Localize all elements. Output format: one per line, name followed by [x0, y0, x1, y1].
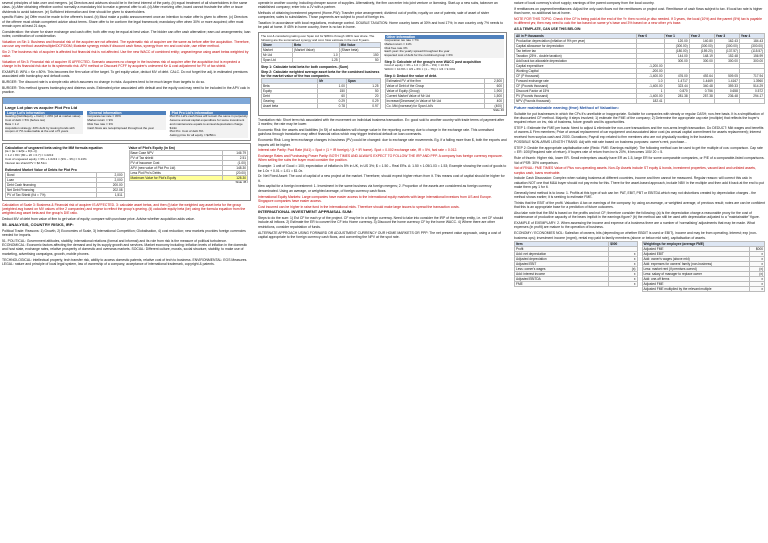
table-row	[515, 282, 638, 287]
table-cell: -1,400.00	[636, 73, 664, 78]
fme-left-body	[515, 247, 638, 287]
table-cell: 0.78	[318, 104, 347, 109]
table-cell: (20.00)	[222, 171, 247, 176]
table-row	[262, 58, 381, 63]
table-cell: 146.79	[222, 151, 247, 156]
text-local-currency: nature of local currency's short supply; earnings of the parent company from the local country.	[514, 1, 655, 5]
table-row	[642, 287, 765, 292]
text-operate-abroad: operate in another country, including cheaper source of supplies. Alternatively, the firm can enter into joint venture or licensing. Start-up a new subs, takeover an established company; enter into a JV with a partner.	[258, 1, 498, 10]
share-beta-table	[261, 42, 381, 63]
table-cell: Adjusted FME	[642, 282, 749, 287]
table-cell: PV of Tax Shield (Kd = 7%)	[6, 192, 97, 197]
table-cell: (400)	[484, 104, 503, 109]
table-cell: 1.3960	[739, 78, 764, 83]
text-fme-step1: STEP 1: Estimate the FME per basis: Need to adjust & eliminate the non-core transactions and the non-arms length transaction. Do DEDUCT: Mkt wages and benefits of owners & Firm members; Price of annual replacement of car equipment and associated labor cost (as annual capital commitment for assets replacement); Interest received from surplus cash and 2000. Donations; Payroll exp related to firm members who are not physically working in the business.	[514, 125, 764, 139]
list-item: Risk free rate = 3%	[87, 121, 113, 126]
table-cell: 150	[318, 89, 347, 94]
table-cell: 300.00	[739, 58, 764, 63]
table-header: Mr	[318, 79, 347, 84]
step1: Step 1: Calculate total beta for both companies. (Sum)	[261, 65, 349, 70]
text-depreciation: Also take note that the BM is based on the profits and not CF; therefore consider the following: (a) Is the depreciation charge a reasonable proxy for the cost of maintenance of productive capacity of the bears implicit in the earnings figure? (b) the method can still be used with depreciation adjusted to a "maintainable" figure.	[514, 211, 760, 220]
table-cell: 202.08	[96, 187, 124, 192]
table-cell: x	[609, 262, 637, 267]
list-item: Gearing (Debt/Equity + Debt) = 20% (all at market value)	[5, 114, 81, 119]
table-cell: 144.00	[664, 53, 689, 58]
table-cell: CF (Pounds thousand)	[515, 83, 637, 88]
group-value-table	[385, 78, 505, 109]
text-cost-incurred: Cost incurred can be higher in raise fund in the international mkts. Therefore should make large issues to spread the transaction costs.	[258, 204, 460, 209]
table-cell: Less: owner's wages	[515, 267, 609, 272]
table-cell: 1,900	[484, 89, 503, 94]
table-cell: 184.43	[739, 38, 764, 43]
table-cell: x	[609, 252, 637, 257]
table-cell: (115.57)	[739, 48, 764, 53]
list-item: Each year: the yearly spread throughout the year	[384, 49, 450, 54]
asset-beta-table	[261, 78, 381, 109]
text-rule-thumb: Rule of thumb: Higher risk, lower ER. Small enterprises usually have ER as 1.5, large ER for some comparable companies, or P/E of a comparable-listed comparisons. Val of PSR: 30% comparison.	[514, 156, 765, 165]
table-cell: 300.00	[714, 58, 739, 63]
list-item: Beta = 1.2	[5, 121, 19, 126]
table-row	[262, 104, 381, 109]
table-cell: 257.38	[689, 93, 714, 98]
table-cell: 323.44	[664, 83, 689, 88]
table-header: Beta	[293, 43, 340, 48]
table-cell: Debt Cash financing	[6, 182, 97, 187]
table-cell: Estimated PV of the firm	[385, 79, 484, 84]
table-cell: -200.00	[636, 68, 664, 73]
text-remittances: If remittances on payment/remittances: Adjust the only cash flows not the remittances or project cost. Remittance of cash flows subject to tax. If local tax rate is higher than home, no additional tax at home.	[514, 6, 763, 16]
table-cell: 152.48	[714, 53, 739, 58]
text-burger-2: BURGER: This method ignores bankruptcy and distress costs. Estimated price associated with default and the equity cost may need to be included in the APV calc in practice.	[2, 86, 250, 95]
table-cell: 156.99	[739, 53, 764, 58]
table-cell: CF (P thousand)	[515, 73, 637, 78]
table-header: Weightings for employee (average FME)	[642, 242, 765, 247]
text-economic-risk-2: Economic Risk: Long term exchange changes in business (PV) could be changed: due to exchange rate movements. Eg. if a falling more than $, both the exports and imports will be higher.	[258, 138, 507, 147]
calc-line: βa = βe × E/(E + D(1−t))	[5, 149, 38, 154]
table-header: Span	[346, 79, 380, 84]
text-pestel-political: 51. POLITICAL: Government attitudes, stability, international relations (formal and informal) and its role from risk is the measure of political turbulence. ECONOMICAL: Economic factors affecting the demand and by its supply growth and services. Market economy including: inflation levels of inflation in the domestic and host state, exchange rates, relative prosperity of domestic and overseas markets. SOCIAL: Different culture, morals, social structure, stability, to make use of marketing, advertising campaigns, growth, mobile phones.	[2, 238, 248, 256]
table-cell: 1,511	[96, 192, 124, 197]
list-item: Assume annual capital expenditure for same investment and maintenance equals to annual depreciation charge $14m	[169, 118, 245, 130]
heading-fme: Future maintainable earning (fme) Method of Valuation:	[514, 104, 619, 110]
text-fme-step2: STEP 2: Decide the appropriate capitalisation rate (Redo: FME: Earnings multiple): The following method can be used to get the multiple of cos: comparison. Cap rate = ER: 100/(Required rate of return). If buyers rate of return from inv is 20%, it becomes 100/ 20 = 5.	[514, 146, 763, 155]
table-cell: 0.97	[346, 104, 380, 109]
table-cell: 2,500	[484, 79, 503, 84]
table-cell: 0.29	[346, 99, 380, 104]
project-table-body	[515, 38, 765, 103]
table-cell: x	[749, 262, 764, 267]
plot-pro-info-list	[170, 115, 248, 138]
vop-table	[129, 150, 249, 181]
table-cell: Adjusted EBITDA	[515, 277, 609, 282]
text-economies-nol: ECONOMY / ECONOMIES NOL: Sales/tax of owners, bits (depending on whether EBDIT is used or EBIT), income and may be from operating. Interest; exp (non-business ops); investment income (mgmt), rental exp paid to family members (above or below mkt rate), capitalisation of assets.	[514, 231, 757, 240]
slide-intro: The List & considering taking over Span Ltd for $450m through 100% new share. The following are the summarised synergy and cost. Now estimate in the next 8 years.	[261, 33, 375, 42]
table-cell: (1.00)	[222, 161, 247, 166]
table-cell: (Share beta)	[339, 48, 380, 53]
slide-number: Slide 46	[493, 108, 504, 113]
list-item: Corporate tax rate = 30%	[87, 114, 121, 119]
table-cell: 236.48	[714, 93, 739, 98]
table-cell: (x)	[749, 267, 764, 272]
table-header: Mkt Value	[339, 43, 380, 48]
table-header: $000	[609, 242, 637, 247]
table-cell: 50	[339, 58, 380, 63]
table-cell: Base Case NPV	[129, 151, 222, 156]
large-lot-info-header: Large Lot's information	[5, 111, 83, 115]
step3-wacc: WACC = 10.6% × 3/4 + 6% × (1 − 7%) × 1/4 = 9.34%	[384, 67, 456, 72]
text-double-taxation: Taxation: In accordance with local regulations, exchange control. DOUBLE TAXATION: Home country taxes at 30% and host 17%; in own country only 7% needs to be paid at home. If 45% in home country, there is no tax in home.	[258, 21, 504, 30]
table-cell: 717.94	[739, 73, 764, 78]
table-cell	[689, 98, 714, 103]
table-cell: 140.80	[689, 38, 714, 43]
table-cell: 1	[636, 88, 664, 93]
text-val-final: Val of FINAL: FME TIMES Value of Plus non-operating assets. Non-Op Assets include ST equity & bonds, investment properties, vacant land and unlisted assets, surplus cash, loans receivable.	[514, 166, 756, 175]
table-cell: Add: owner's wages (above mkt)	[642, 257, 749, 262]
table-header: Year 0	[636, 33, 664, 38]
table-cell: Add: expenses for owners' family (non-business)	[642, 262, 749, 267]
table-cell: 0.870	[664, 88, 689, 93]
table-cell	[739, 98, 764, 103]
calc-line: Interest tax shield PV = $2.51m	[5, 160, 47, 165]
table-cell: Asset beta	[262, 104, 318, 109]
table-cell: Span Ltd	[262, 58, 293, 63]
table-cell: Less: salary of manager to replace owner	[642, 272, 749, 277]
table-cell: Net Debt Financing	[6, 187, 97, 192]
table-cell: 150	[339, 53, 380, 58]
text-new-capital: New capital for a foreign investment: 1. Investment in the same business via foreign mergers; 2. Proportion of the assets are considered as foreign currency denominated. Using an average, or weighted average, of foreign currency cash flows.	[258, 184, 492, 193]
table-cell: x	[749, 277, 764, 282]
table-cell: 162.43	[714, 38, 739, 43]
text-political-trade: Political Trade: Reasons: 1) Growth, 2) Economies of Scale, 3) International Competition; Globalisation, 4) cost reduction; new markets provides foreign currencies needed for imports.	[2, 228, 246, 238]
list-item: Plot Pro Ltd's cash flows will remain the same in perpetuity	[169, 114, 248, 119]
table-cell: 1.0	[293, 53, 340, 58]
list-item: Acquisition strategy: 40% debt by issuing bonds with coupon of 7% redeemable at the end of 5 years	[5, 125, 75, 134]
table-cell: 476.00	[664, 73, 689, 78]
list-item: Cash flows are receipt/spread throughout the year	[87, 125, 154, 130]
column-2	[256, 0, 510, 543]
text-non-arms: POSSIBLE NON-ARMS LENGTH TRANS: Adj with mkt rate based on business purposes: owner's rent, purchase...	[514, 140, 688, 145]
table-header: Year 1	[664, 33, 689, 38]
text-valuation-sin1: Valuation on Sin 1: Business and financial risk of the acquirer are not affected. The systematic risk of acquirer are the same as before after the acquisition. Therefore, can use any method: asset/multiple/DCF/DDM; illustrate synergy exists if discount cash flows, synergy from rev and cost side, use either method.	[2, 39, 250, 49]
table-cell: 281.38	[664, 93, 689, 98]
table-cell: Debt	[262, 94, 318, 99]
table-cell: x	[609, 282, 637, 287]
table-cell: PV of Issuance Cost	[129, 161, 222, 166]
text-payment-methods: Methods of obtaining investment payment (Home-PW): Transfer price arrangement; dividend out of profits; royalty on use of patents; sale of asset of sister companies; sales to subsidiaries. Those payments are subject to proof of foreign inv.	[258, 11, 490, 20]
list-item: Market return = 11%	[384, 41, 412, 46]
step4: Step 4: Deduct the value of debt.	[384, 73, 438, 78]
text-valuation-sin3: Valuation of Sin 3: Financial risk of acquirer IS AFFECTED. Scenario assumes no change in the business risk of acquirer after the acquisition but is expected a change in its financial risk due to its systematic risk. APV method or Discount FCFF by acquirer's unlevered Ke & cost adjustment for PV of tax shield.	[2, 60, 240, 69]
table-cell: Capital expenditure	[515, 63, 637, 68]
table-cell: (300.00)	[714, 43, 739, 48]
est-debt-table	[5, 172, 125, 198]
project-table	[514, 33, 765, 104]
table-cell: $000	[749, 247, 764, 252]
table-cell: 1.4469	[689, 78, 714, 83]
table-cell: (159.20)	[689, 48, 714, 53]
table-cell: Co. Mkt (increase) for Span Ltd's	[385, 104, 484, 109]
table-cell: Add: interest income	[515, 272, 609, 277]
table-cell: Adjusted depreciation	[515, 257, 609, 262]
table-cell: Current Market Value of Mr Ltd	[385, 94, 484, 99]
table-cell: 2.51	[222, 156, 247, 161]
table-cell: 359.33	[714, 83, 739, 88]
table-cell: Mr Ltd	[262, 53, 293, 58]
table-cell: x	[749, 257, 764, 262]
table-cell: Equity	[262, 89, 318, 94]
table-cell: Adjusted EBIT	[642, 252, 749, 257]
plot-pro-info-header: Plot Pro Ltd's information	[170, 111, 248, 115]
table-cell: Discount Factor at 15%	[515, 88, 637, 93]
text-ipa-steps: Steps to do the sum: 1) Est CF for each yr of the project. CF may be in a foreign currency. Need to take into consider the IRP of the foreign entity, i.e. net CF should include all inflows. 2) Estimate the ER to convert the CF into Home currency. 3) Discount the home currency CF by the home WACC. 4) Where there are other restrictions, consider repatriation of funds.	[258, 216, 504, 229]
table-cell: x	[609, 272, 637, 277]
table-cell: (x)	[749, 272, 764, 277]
table-cell: 340.48	[689, 83, 714, 88]
text-exemplary: EXAMPLE of EXEMPLARY: 2. When assessing the income and expense of a business there are a number of 'normalising' adjustments that may be made. What expenses (in profit) are mature to the operation of business.	[514, 221, 755, 230]
table-cell: Profit	[515, 247, 609, 252]
text-note-topic: NOTE FOR THIS TOPIC: Check if the CF is being paid at the end of the Yr: then no mid-yr disc needed. If 3 years, the local (10%) and the parent (5%) tax is payable in different yrs; then may need to calc the tax based on same yr's base and 3% based on a new other yr's base.	[514, 16, 762, 26]
general-info-list	[87, 115, 165, 130]
table-cell: Add back tax allowable depreciation	[515, 58, 637, 63]
table-cell: 148.19	[689, 53, 714, 58]
table-cell: Bond	[6, 172, 97, 177]
table-cell: NPV (Pounds thousand)	[515, 98, 637, 103]
table-cell: Loan	[6, 177, 97, 182]
table-cell	[664, 98, 689, 103]
table-cell: 300.00	[664, 58, 689, 63]
table-cell: 2,000	[96, 177, 124, 182]
list-item: Expected cost of debt for the combined group = 6%	[384, 53, 453, 58]
list-item: Market return = 9%	[87, 118, 113, 123]
table-cell: 294.17	[739, 93, 764, 98]
step3: Step 3: Calculate of the group's new WACC post acquisition	[384, 60, 482, 65]
text-translation-risk: Translation risk: Short term risk associated with the movement on individual business transaction. Ex: good sold to another country with trade terms of payment after 3 months; the rate may be lower.	[258, 118, 505, 127]
table-cell: Less Plot Pro's Debts	[129, 171, 222, 176]
table-cell: (137.57)	[714, 48, 739, 53]
table-cell: 1.4717	[664, 78, 689, 83]
table-cell: FME	[515, 282, 609, 287]
table-cell: (300.00)	[664, 43, 689, 48]
list-item: Asking price for all equity = $250m	[169, 133, 216, 138]
table-cell: 0.572	[739, 88, 764, 93]
heading-ipa: INTERNATIONAL INVESTMENT APPRAISAL SUM:	[258, 209, 353, 215]
other-info-header: Other information	[385, 35, 505, 39]
list-item: Cost of debt = 5% (before tax)	[5, 118, 46, 123]
table-cell: Adjusted FME multiplied by the relevant multiple	[642, 287, 749, 292]
text-ppp-example: Example: 1 unit of Good = 100; expectation of inflation is 5% in UK, in US 3%; $ = 1.50 – Real ERs. A: 1.50 × 1.05/1.03 = 1.53; Example showing the cost of goods to be 1.0x + 0.01 = 1.01 = $1.0x.	[258, 164, 507, 173]
general-info-header: General information	[87, 111, 165, 115]
text-best-method: Generally best method is to know: 1. Profits at this type of sub can be: PAT, EBIT, PBT or EBITDA which may not distortions created by depreciation charges - the method shows earlier; it is seeking to estimate FME.	[514, 190, 756, 200]
table-cell: Less: market rent (if premises owned)	[642, 267, 749, 272]
table-cell: (180.00)	[664, 48, 689, 53]
table-cell: 1.25	[293, 58, 340, 63]
text-deduct-debt: Deduct MV of debt from value of firm to get value of equity; compare with purchase price. Advise whether acquisition adds value.	[2, 217, 195, 222]
table-cell: x	[609, 257, 637, 262]
text-irp: Interest rate Parity: Fwd Rate (Kd1) = Spot × (1 + IR foreign) / (1 + IR home). Spot = 0.002 exchange rate, IR = 5%, fwd rate = 0.012.	[258, 148, 458, 153]
table-header: Share	[262, 43, 293, 48]
table-cell: Adjusted EBIT	[515, 262, 609, 267]
table-cell: APV (new value of Plot Pro Ltd)	[129, 166, 222, 171]
table-cell: 20	[346, 94, 380, 99]
table-cell: Market	[262, 48, 293, 53]
table-cell: Add: net depreciation	[515, 252, 609, 257]
table-row	[6, 192, 125, 197]
table-header: Year 2	[689, 33, 714, 38]
fme-left-table	[514, 241, 638, 287]
text-net-fixed-asset: Dr. Net Fixed Asset: The cost of capital of a new project at the market. Thereforer, should expect higher return from it. This means cost of capital should be higher for it.	[258, 174, 505, 183]
text-fme-suitable: Suitable for put businesses in which the CFs it's unreliable or inappropriate. Suitable for companies with steady or regular CASH; non-free basis. It is a simplification of the discounted CF method. Majority, it steps involved; 1) estimate the FME of the company; 2) Determine the appropriate cap rate (multiple) that reflects the buyer's required return on inv, risk of business, future growth and its opportunities.	[514, 111, 764, 125]
text-burger-1: BURGER: The discount rate is a simple ratio which assumes no change in risks. Acquirers tend to be much larger than targets to do so.	[2, 80, 206, 85]
list-item: Corporation tax rate = 7%	[384, 38, 419, 43]
table-row	[385, 104, 504, 109]
step2: Step 2: Calculate weighted average asset beta for the combined business for the market value of the two companies.	[261, 69, 380, 78]
table-cell: Working Capital	[515, 68, 637, 73]
table-cell: 200.00	[96, 182, 124, 187]
table-cell	[714, 98, 739, 103]
table-row	[515, 98, 765, 103]
table-cell: Value of Equity (Group)	[385, 89, 484, 94]
fme-tables	[514, 241, 765, 292]
table-cell: PV of Tax shield	[129, 156, 222, 161]
text-specific-rules: specific Rules: (a) Offer must be made to the offeree's board. (b) Must make a public announcement once an intention to make offer is given to offeree. (c) Directors of the offeree must obtain competent advice about terms. Share offer to be conform the legal framework; mandatory offer when 30% or more acquired; offer must remain open at least 21 days.	[2, 15, 248, 28]
column-1	[0, 0, 254, 543]
calc-title: Calculation of ungeared beta using the MM formula equation	[5, 146, 103, 151]
table-row	[129, 176, 248, 181]
table-cell: 1,500	[484, 94, 503, 99]
table-cell: -1,200.00	[636, 63, 664, 68]
table-cell: 120.00	[664, 38, 689, 43]
slide-large-lot	[2, 97, 251, 141]
heading-country-risks: 55. ANALYSIS, COUNTRY RISKS, IRP:	[2, 221, 74, 227]
template-title: AS A TEMPLATE, CAN USE THIS BELOW:	[514, 26, 582, 31]
table-cell: -1,400.00	[636, 83, 664, 88]
slide-number: Slide 45 I	[235, 180, 248, 185]
table-cell: Tax before tax	[515, 48, 637, 53]
table-header: Year 4	[739, 33, 764, 38]
table-cell: 0.29	[318, 99, 347, 104]
est-debt-title: Estimated Market Value of Debts for Plot Pro	[5, 167, 77, 172]
slide-span-takeover	[258, 32, 507, 116]
vop-title: Value of Plot's Equity (in $m)	[128, 146, 175, 151]
text-consideration: Consideration: the share for share exchange and cash offer; both offer may be equal at best value. The bidder can offer cash alternative; earn-out arrangements; loan notes; combination of consideration.	[2, 29, 251, 39]
text-ebit: Thinks that the EBIT of the profit. Valuation: A tax on earnings of the company: by using an average, or weighted average, of previous result; notes are can be confident that this is an appropriate base for a prediction of future outcomes.	[514, 200, 765, 210]
table-cell: 1.4167	[714, 78, 739, 83]
table-cell: 60	[318, 94, 347, 99]
table-cell: Gearing	[262, 99, 318, 104]
table-cell: Adjusted FME	[642, 247, 749, 252]
fme-right-table	[642, 241, 766, 292]
text-valuation-sin2: Sin 2: The business risk of acquirer is affected but financial risk is not affected. Use the new WACC of combined entity; ungear/regear using asset betas weighted by value.	[2, 49, 249, 59]
table-cell: x	[609, 277, 637, 282]
text-economic-risk: Economic Risk: the assets and liabilities (in Sf) of subsidiaries will change value in the reporting currency due to change in the exchange rate. This unrealised gain/loss through translation may affect financial ratios which may trigger technical default on loan covenants.	[258, 128, 494, 137]
table-cell: Beta	[262, 84, 318, 89]
table-cell: 492.64	[689, 73, 714, 78]
table-cell: Capital allowance for depreciation	[515, 43, 637, 48]
table-cell: (Market Value)	[293, 48, 340, 53]
text-cash-discussion: Include Cash Discussion: Complex when valuing business at different countries, income and then cannot be measured. Regular reason: will correct this calc in valuation NOT one that M&A buyer should not pay extra for this. There for the asset-based approach, include NBV in the multiple and then add it back at the end to put make them pay 1 for it.	[514, 176, 764, 190]
table-cell: Increase/(Decrease) in Value of Mr Ltd	[385, 99, 484, 104]
slide-title: Large Lot plan vs acquire Plot Pro Ltd	[5, 104, 78, 110]
table-cell: Maximum Value for Plot's Equity	[129, 176, 222, 181]
text-ppp: Exchange Rates and Purchasing Power Parity: BOTH TIMES AND ALWAYS EXPECT TO FOLLOW THE IRP AND PPP. A company has foreign currency exposure. When selling the subs the buyer must consider the position.	[258, 154, 503, 163]
column-3	[512, 0, 768, 543]
text-intl-equity: International Equity Markets: Large companies have easier access to the international equity markets with large international investors from US and Europe. Singapore companies have easier access.	[258, 194, 492, 203]
table-cell: Taxation (25% - double taxation)	[515, 53, 637, 58]
table-cell: x	[749, 287, 764, 292]
table-cell: Production depreciation (inflation of 9% per year)	[515, 38, 637, 43]
table-cell: 2,000	[96, 172, 124, 177]
table-cell: 148.30	[222, 166, 247, 171]
text-takeover-principles: several principles of take-over and mergers. (a) Directors and advisors should be in the best interest of the party. (b) equal treatment of all shareholders in the same class. (c) After obtaining effective control normally a mandatory bid to make a general offer to all. (d) After receiving offer, board cannot frustrate the offer or issue dividends to avoid takeover. (e) Sufficient information and time should be given to shareholders.	[2, 1, 248, 14]
table-cell: Add: one-off items	[642, 277, 749, 282]
table-header: All in P thousands	[515, 33, 637, 38]
text-pestel-tech: TECHNOLOGICAL: intellectual property, tech transfer risk, ability to access domestic patents, relative cost of tech to business. ENVIRONMENTAL: EGS Measures. LEGAL: nature and principle of local legal system, law of ownership of a company, acceptance of international trademark, copyright & patents.	[2, 257, 248, 266]
list-item: Plot Pro: Cost of debt 6%	[169, 129, 204, 134]
table-cell: 1.00	[318, 84, 347, 89]
calc-line: Cost of ungeared equity = 3% + 1.0213 × (9% − 3%) = 9.13%	[5, 156, 87, 161]
other-info-list	[385, 39, 505, 58]
table-cell: 509.05	[714, 73, 739, 78]
fme-right-body	[642, 247, 765, 292]
table-cell: x	[749, 282, 764, 287]
text-alternate: ALTERNATE APPROACH USING FORWARD OR ADJUSTMENT CURRENCY OUR HOME MARKETS OR PPP: The net present value approach, using a cost of capital appropriate to the foreign currency cash flows, and converting the NPV at the spot rate.	[258, 230, 501, 239]
table-cell: 400	[484, 99, 503, 104]
table-cell: 50	[346, 89, 380, 94]
table-header: Item	[515, 242, 609, 247]
list-item: Risk free rate 3%	[384, 45, 408, 50]
table-cell: (x)	[609, 267, 637, 272]
table-cell: 1.25	[346, 84, 380, 89]
calc-line: = 1.2 × 80 / (80 + 20 × 0.7) = 1.0213	[5, 153, 54, 158]
table-cell: 300.00	[689, 58, 714, 63]
table-cell: (300.00)	[689, 43, 714, 48]
large-lot-info-list	[5, 115, 83, 134]
table-cell: 182.41	[636, 98, 664, 103]
table-cell: 514.29	[739, 83, 764, 88]
slide-ungeared-beta	[2, 143, 251, 201]
table-cell: 0.756	[689, 88, 714, 93]
table-cell: Value of Debt of the Group	[385, 84, 484, 89]
table-cell: (300.00)	[739, 43, 764, 48]
text-example-wfa: EXAMPLE: WFA = Ke x 80%. This becomes the firm value of the target. To get equity value, deduct MV of debt. CALC. Do not forget the adj. in estimated premiums associated with bankruptcy and default costs.	[2, 70, 248, 79]
text-scale3: Calculation of Scale 3: Business & Financial risk of acquirer IS AFFECTED. 3: calculate asset betas, and then (i) take the weighted avg asset beta for the group (weighted avg based on MV values of the 2 companies) and regear to reflect the group's gearing. (ii) calculate equity beta (ke) using the formula equation from the weighted avg asset beta and the group's D/E ratio.	[2, 202, 246, 216]
table-cell: 128.30	[222, 176, 247, 181]
table-cell: 600	[484, 84, 503, 89]
table-header: Year 3	[714, 33, 739, 38]
table-cell: 0.658	[714, 88, 739, 93]
table-cell: PV (Pounds thousand)	[515, 93, 637, 98]
table-cell: -1,400.00	[636, 93, 664, 98]
table-cell: x	[749, 252, 764, 257]
step3-ke: Cost of equity = 3% + 1.0 × (11% − 3%) = 10.6%	[384, 63, 450, 68]
calc-lines	[5, 150, 125, 165]
table-cell: Forward exchange rate	[515, 78, 637, 83]
table-cell: 1.0	[636, 78, 664, 83]
